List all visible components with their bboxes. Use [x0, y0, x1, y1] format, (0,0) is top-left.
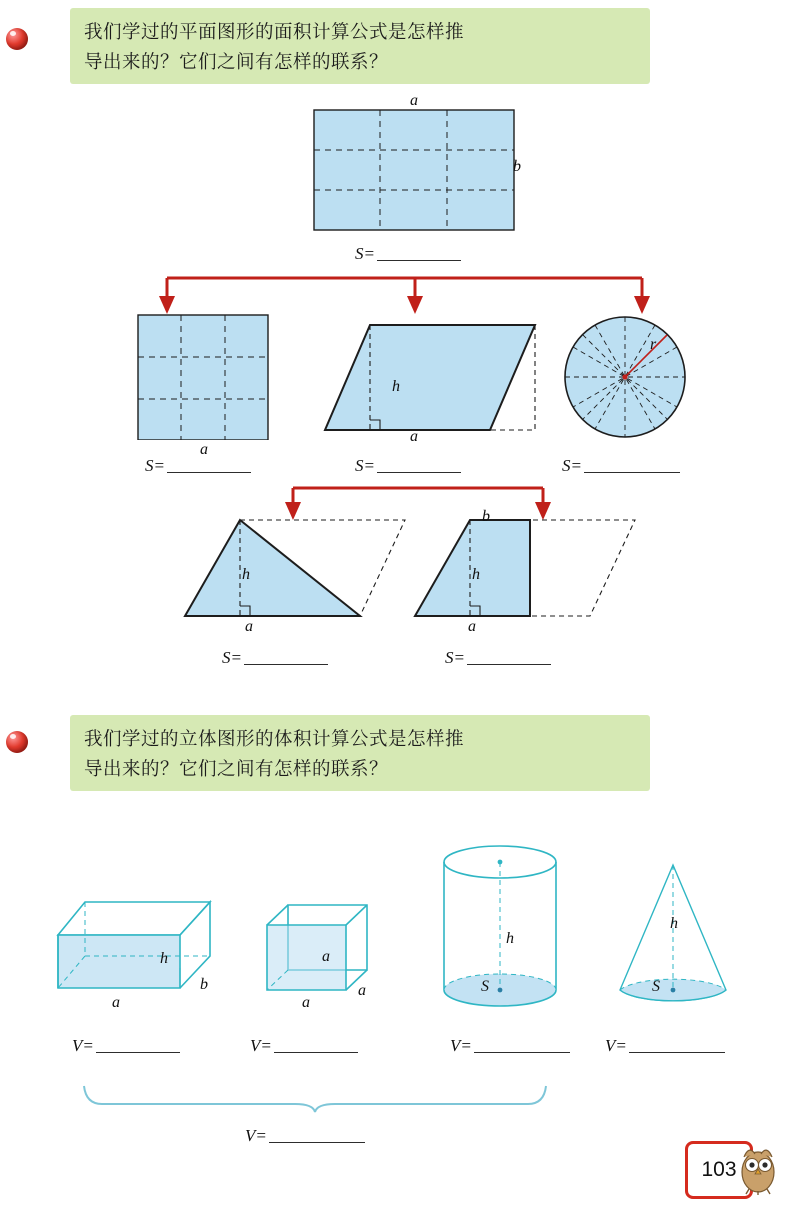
cuboid-label-h: h: [160, 950, 168, 967]
bullet-marker-1: [6, 28, 28, 50]
cone-formula-prefix: V=: [605, 1036, 627, 1055]
circle-formula-prefix: S=: [562, 456, 582, 475]
cone-formula: [605, 1036, 725, 1056]
trapezoid-figure: [405, 516, 640, 628]
parallelogram-formula-prefix: S=: [355, 456, 375, 475]
cylinder-formula-blank[interactable]: [474, 1037, 570, 1053]
combined-formula: [245, 1126, 365, 1146]
rectangle-formula-blank[interactable]: [377, 245, 461, 261]
trapezoid-formula: [445, 648, 551, 668]
trapezoid-formula-blank[interactable]: [467, 649, 551, 665]
cube-formula-blank[interactable]: [274, 1037, 358, 1053]
combined-formula-blank[interactable]: [269, 1127, 365, 1143]
trapezoid-label-a: a: [468, 618, 476, 635]
cuboid-formula-prefix: V=: [72, 1036, 94, 1055]
cone-label-h: h: [670, 915, 678, 932]
square-formula-prefix: S=: [145, 456, 165, 475]
triangle-label-a: a: [245, 618, 253, 635]
circle-formula-blank[interactable]: [584, 457, 680, 473]
rectangle-label-b: b: [513, 158, 521, 175]
square-formula: [145, 456, 251, 476]
cylinder-label-s: S: [481, 978, 489, 995]
triangle-formula: [222, 648, 328, 668]
cuboid-formula-blank[interactable]: [96, 1037, 180, 1053]
question-1-line-1: 我们学过的平面图形的面积计算公式是怎样推: [84, 22, 465, 43]
page-number: 103: [685, 1141, 753, 1199]
rectangle-formula: [355, 244, 461, 264]
parallelogram-formula-blank[interactable]: [377, 457, 461, 473]
cylinder-formula-prefix: V=: [450, 1036, 472, 1055]
triangle-figure: [175, 516, 410, 628]
curly-brace: [80, 1082, 550, 1114]
cube-formula-prefix: V=: [250, 1036, 272, 1055]
question-block-1: [70, 8, 650, 84]
parallelogram-label-h: h: [392, 378, 400, 395]
cuboid-formula: [72, 1036, 180, 1056]
bullet-marker-2: [6, 731, 28, 753]
triangle-formula-blank[interactable]: [244, 649, 328, 665]
trapezoid-label-h: h: [472, 566, 480, 583]
question-2-line-1: 我们学过的立体图形的体积计算公式是怎样推: [84, 729, 465, 750]
cylinder-formula: [450, 1036, 570, 1056]
rectangle-figure: [300, 100, 530, 240]
question-2-line-2: 导出来的？它们之间有怎样的联系？: [84, 759, 389, 780]
cuboid-label-a: a: [112, 994, 120, 1011]
cube-label-a-1: a: [322, 948, 330, 965]
parallelogram-figure: [320, 320, 550, 440]
circle-figure: [560, 312, 690, 442]
triangle-formula-prefix: S=: [222, 648, 242, 667]
owl-icon: [735, 1139, 781, 1195]
parallelogram-formula: [355, 456, 461, 476]
cuboid-label-b: b: [200, 976, 208, 993]
cylinder-label-h: h: [506, 930, 514, 947]
circle-formula: [562, 456, 680, 476]
trapezoid-formula-prefix: S=: [445, 648, 465, 667]
page-footer: [685, 1139, 781, 1199]
circle-label-r: r: [650, 336, 657, 353]
cube-label-a-3: a: [358, 982, 366, 999]
question-block-2: [70, 715, 650, 791]
cone-formula-blank[interactable]: [629, 1037, 725, 1053]
trapezoid-label-b: b: [482, 508, 490, 525]
square-formula-blank[interactable]: [167, 457, 251, 473]
parallelogram-label-a: a: [410, 428, 418, 445]
cylinder-figure: [435, 840, 565, 1015]
combined-formula-prefix: V=: [245, 1126, 267, 1145]
rectangle-label-a: a: [410, 92, 418, 109]
rectangle-formula-prefix: S=: [355, 244, 375, 263]
cuboid-figure: [55, 890, 235, 1015]
triangle-label-h: h: [242, 566, 250, 583]
question-1-line-2: 导出来的？它们之间有怎样的联系？: [84, 52, 389, 73]
cube-formula: [250, 1036, 358, 1056]
square-label-a: a: [200, 441, 208, 458]
cube-label-a-2: a: [302, 994, 310, 1011]
cone-label-s: S: [652, 978, 660, 995]
cone-figure: [608, 860, 738, 1015]
square-figure: [130, 310, 280, 440]
